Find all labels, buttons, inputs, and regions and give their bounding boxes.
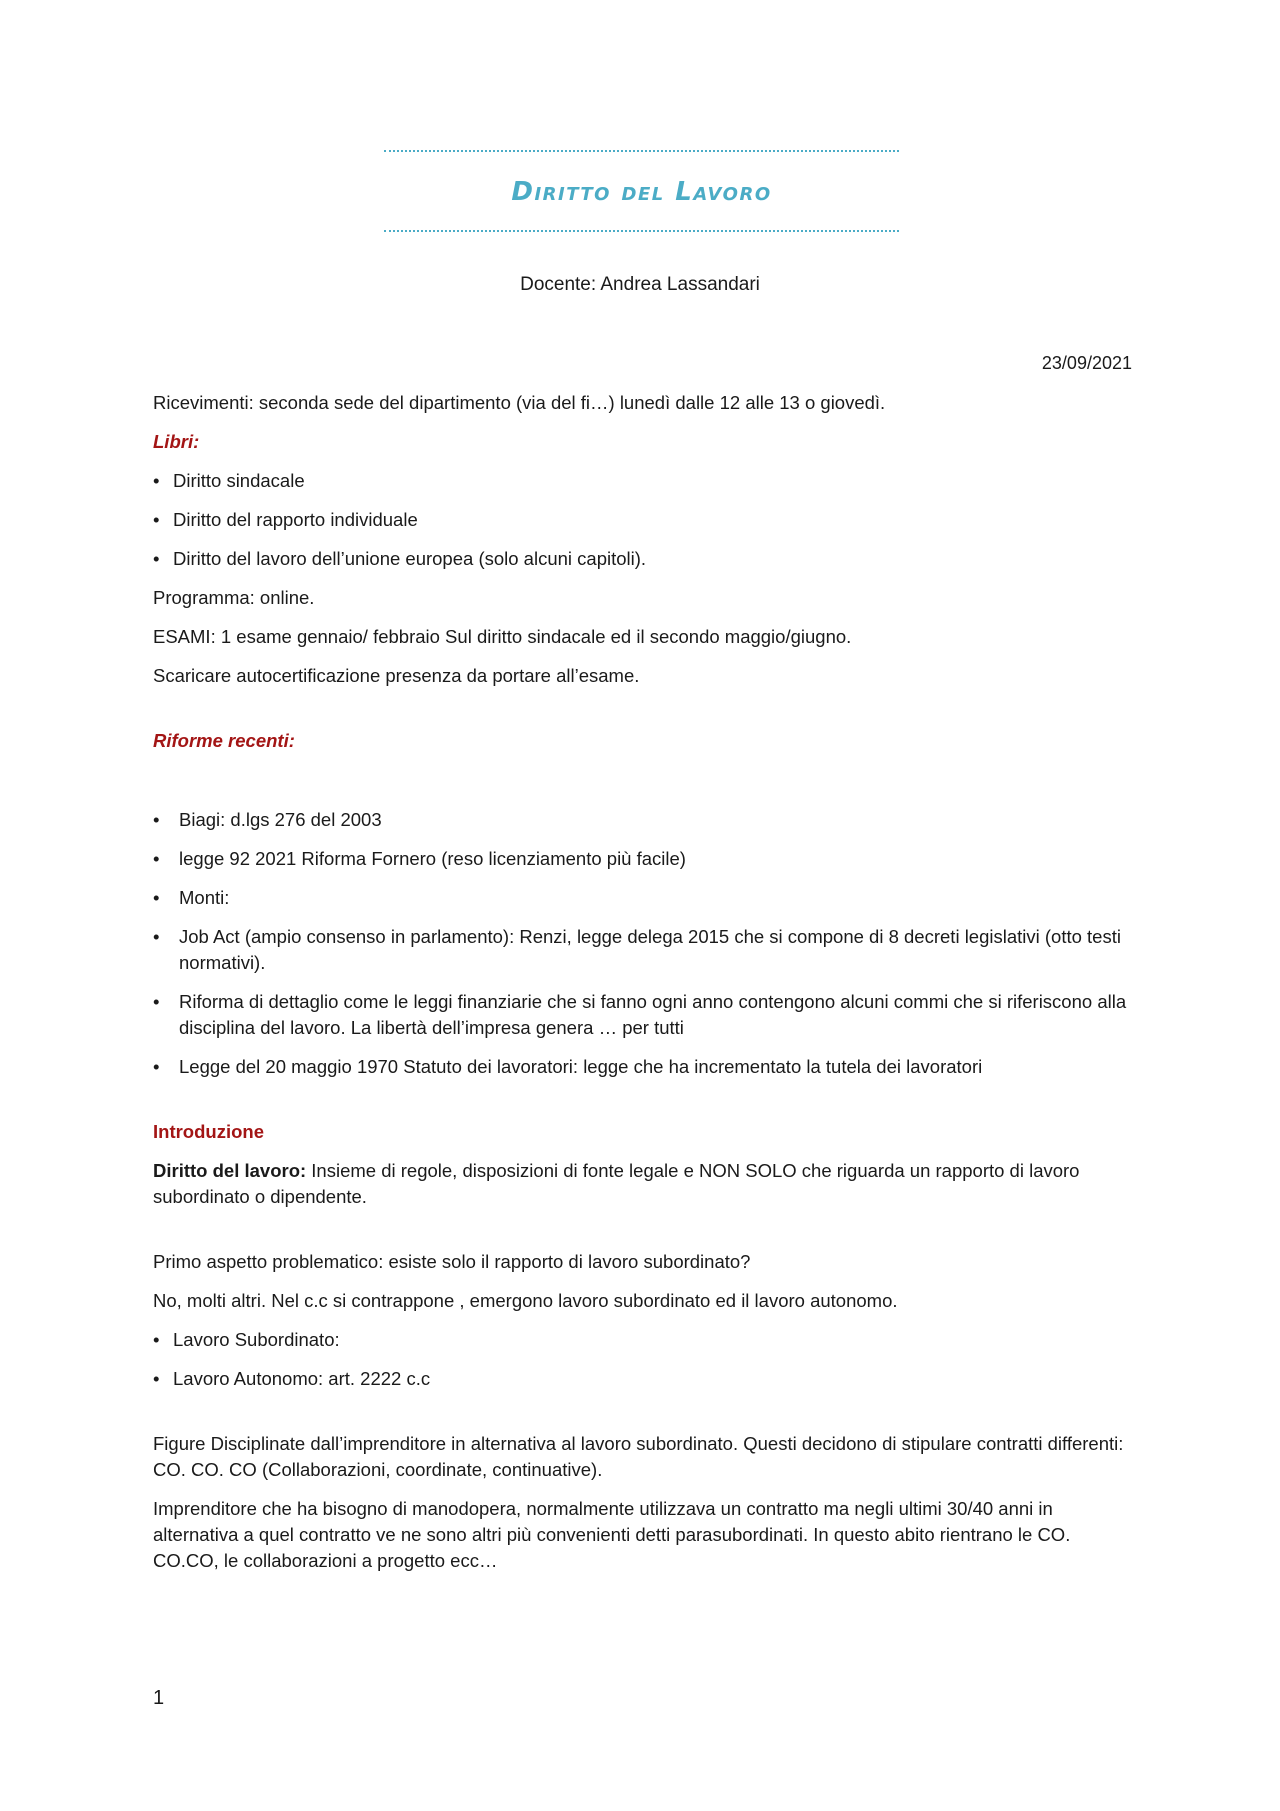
list-item: • Lavoro Subordinato: bbox=[153, 1327, 1133, 1353]
title-rule-bottom bbox=[384, 230, 899, 232]
list-item: • Diritto del rapporto individuale bbox=[153, 507, 1133, 533]
list-item: • Biagi: d.lgs 276 del 2003 bbox=[153, 807, 1133, 833]
list-item: • Monti: bbox=[153, 885, 1133, 911]
list-item: • legge 92 2021 Riforma Fornero (reso licenziamento più facile) bbox=[153, 846, 1133, 872]
riforme-list bbox=[153, 807, 1133, 1080]
riforme-heading: Riforme recenti: bbox=[153, 730, 295, 751]
libri-heading: Libri: bbox=[153, 431, 200, 452]
libri-list bbox=[153, 468, 1133, 572]
document-title: Diritto del Lavoro bbox=[511, 177, 772, 207]
docente-line: Docente: Andrea Lassandari bbox=[520, 274, 760, 295]
imprenditore-paragraph: Imprenditore che ha bisogno di manodopera, normalmente utilizzava un contratto ma negli ultimi 30/40 anni in alternativa a quel contratto ve ne sono altri più convenienti detti parasubordinati. In questo abito rientrano le CO. CO.CO, le collaborazioni a progetto ecc… bbox=[153, 1498, 1071, 1571]
list-item: • Diritto del lavoro dell’unione europea (solo alcuni capitoli). bbox=[153, 546, 1133, 572]
lavoro-list bbox=[153, 1327, 1133, 1392]
document-date: 23/09/2021 bbox=[1041, 353, 1132, 373]
list-item: • Job Act (ampio consenso in parlamento): Renzi, legge delega 2015 che si compone di 8 decreti legislativi (otto testi normativi). bbox=[153, 924, 1133, 976]
primo-aspetto-paragraph: Primo aspetto problematico: esiste solo il rapporto di lavoro subordinato? bbox=[153, 1251, 751, 1272]
document-body bbox=[153, 390, 1133, 1587]
ricevimenti-paragraph: Ricevimenti: seconda sede del dipartimento (via del fi…) lunedì dalle 12 alle 13 o giovedì. bbox=[153, 392, 886, 413]
list-item: • Lavoro Autonomo: art. 2222 c.c bbox=[153, 1366, 1133, 1392]
esami-paragraph: ESAMI: 1 esame gennaio/ febbraio Sul diritto sindacale ed il secondo maggio/giugno. bbox=[153, 626, 852, 647]
list-item: • Riforma di dettaglio come le leggi finanziarie che si fanno ogni anno contengono alcuni commi che si riferiscono alla disciplina del lavoro. La libertà dell’impresa genera … per tutti bbox=[153, 989, 1133, 1041]
scaricare-paragraph: Scaricare autocertificazione presenza da portare all’esame. bbox=[153, 665, 640, 686]
title-rule-top bbox=[384, 150, 899, 152]
definition-paragraph bbox=[153, 1158, 1133, 1210]
no-molti-paragraph: No, molti altri. Nel c.c si contrappone , emergono lavoro subordinato ed il lavoro autonomo. bbox=[153, 1290, 898, 1311]
page-number: 1 bbox=[153, 1687, 165, 1709]
programma-paragraph: Programma: online. bbox=[153, 587, 315, 608]
title-block bbox=[384, 150, 899, 232]
definition-text: Insieme di regole, disposizioni di fonte legale e NON SOLO che riguarda un rapporto di lavoro subordinato o dipendente. bbox=[153, 1160, 1080, 1207]
introduzione-heading: Introduzione bbox=[153, 1121, 264, 1142]
list-item: • Diritto sindacale bbox=[153, 468, 1133, 494]
list-item: • Legge del 20 maggio 1970 Statuto dei lavoratori: legge che ha incrementato la tutela dei lavoratori bbox=[153, 1054, 1133, 1080]
definition-term: Diritto del lavoro: bbox=[153, 1160, 307, 1181]
figure-paragraph: Figure Disciplinate dall’imprenditore in alternativa al lavoro subordinato. Questi decidono di stipulare contratti differenti: CO. CO. CO (Collaborazioni, coordinate, continuative). bbox=[153, 1433, 1124, 1480]
